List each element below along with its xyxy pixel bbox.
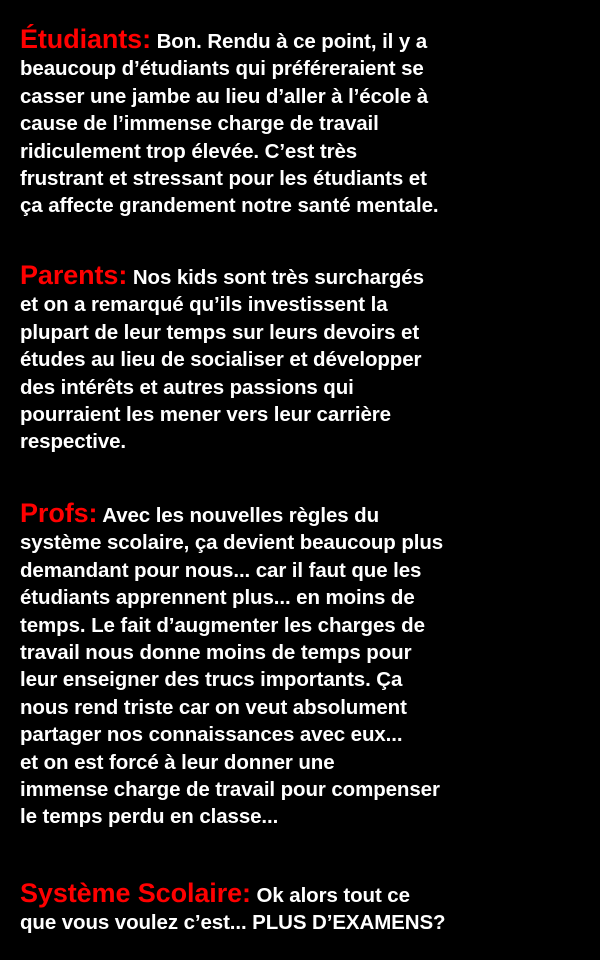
dialogue-block-profs xyxy=(20,500,598,831)
dialogue-line: demandant pour nous... car il faut que les xyxy=(20,558,422,582)
dialogue-block-etudiants xyxy=(20,26,598,220)
dialogue-line: frustrant et stressant pour les étudiants et xyxy=(20,167,427,191)
dialogue-line: que vous voulez c’est... PLUS D’EXAMENS? xyxy=(20,911,446,935)
dialogue-line xyxy=(20,880,598,909)
dialogue-line: étudiants apprennent plus... en moins de xyxy=(20,586,415,610)
dialogue-line: pourraient les mener vers leur carrière xyxy=(20,403,391,427)
dialogue-line: nous rend triste car on veut absolument xyxy=(20,695,407,719)
dialogue-text: Bon. Rendu à ce point, il y a xyxy=(151,30,428,53)
dialogue-text: Avec les nouvelles règles du xyxy=(97,504,379,527)
dialogue-line: beaucoup d’étudiants qui préféreraient se xyxy=(20,57,424,81)
dialogue-line: des intérêts et autres passions qui xyxy=(20,375,354,399)
dialogue-line: plupart de leur temps sur leurs devoirs et xyxy=(20,320,420,344)
dialogue-line xyxy=(20,500,598,529)
dialogue-line: ridiculement trop élevée. C’est très xyxy=(20,139,358,163)
speaker-label-etudiants: Étudiants: xyxy=(20,24,151,54)
dialogue-line: ça affecte grandement notre santé mentale. xyxy=(20,194,439,218)
dialogue-line: leur enseigner des trucs importants. Ça xyxy=(20,668,403,692)
dialogue-line: respective. xyxy=(20,430,127,454)
speaker-label-systeme-scolaire: Système Scolaire: xyxy=(20,878,251,908)
dialogue-line: études au lieu de socialiser et développer xyxy=(20,348,422,372)
dialogue-line: partager nos connaissances avec eux... xyxy=(20,723,403,747)
dialogue-line: cause de l’immense charge de travail xyxy=(20,112,379,136)
dialogue-line: et on a remarqué qu’ils investissent la xyxy=(20,293,388,317)
dialogue-line: le temps perdu en classe... xyxy=(20,805,279,829)
dialogue-line: casser une jambe au lieu d’aller à l’école à xyxy=(20,84,429,108)
speaker-label-profs: Profs: xyxy=(20,498,98,528)
dialogue-line xyxy=(20,262,598,291)
dialogue-line: et on est forcé à leur donner une xyxy=(20,750,335,774)
dialogue-line: système scolaire, ça devient beaucoup plus xyxy=(20,531,444,555)
dialogue-text: Nos kids sont très surchargés xyxy=(127,266,424,289)
dialogue-line: temps. Le fait d’augmenter les charges de xyxy=(20,613,425,637)
dialogue-text: Ok alors tout ce xyxy=(250,884,410,907)
dialogue-block-parents xyxy=(20,262,598,456)
dialogue-line: travail nous donne moins de temps pour xyxy=(20,641,412,665)
dialogue-line: immense charge de travail pour compenser xyxy=(20,778,440,802)
speaker-label-parents: Parents: xyxy=(20,260,128,290)
dialogue-block-systeme-scolaire xyxy=(20,880,598,937)
dialogue-line xyxy=(20,26,598,55)
